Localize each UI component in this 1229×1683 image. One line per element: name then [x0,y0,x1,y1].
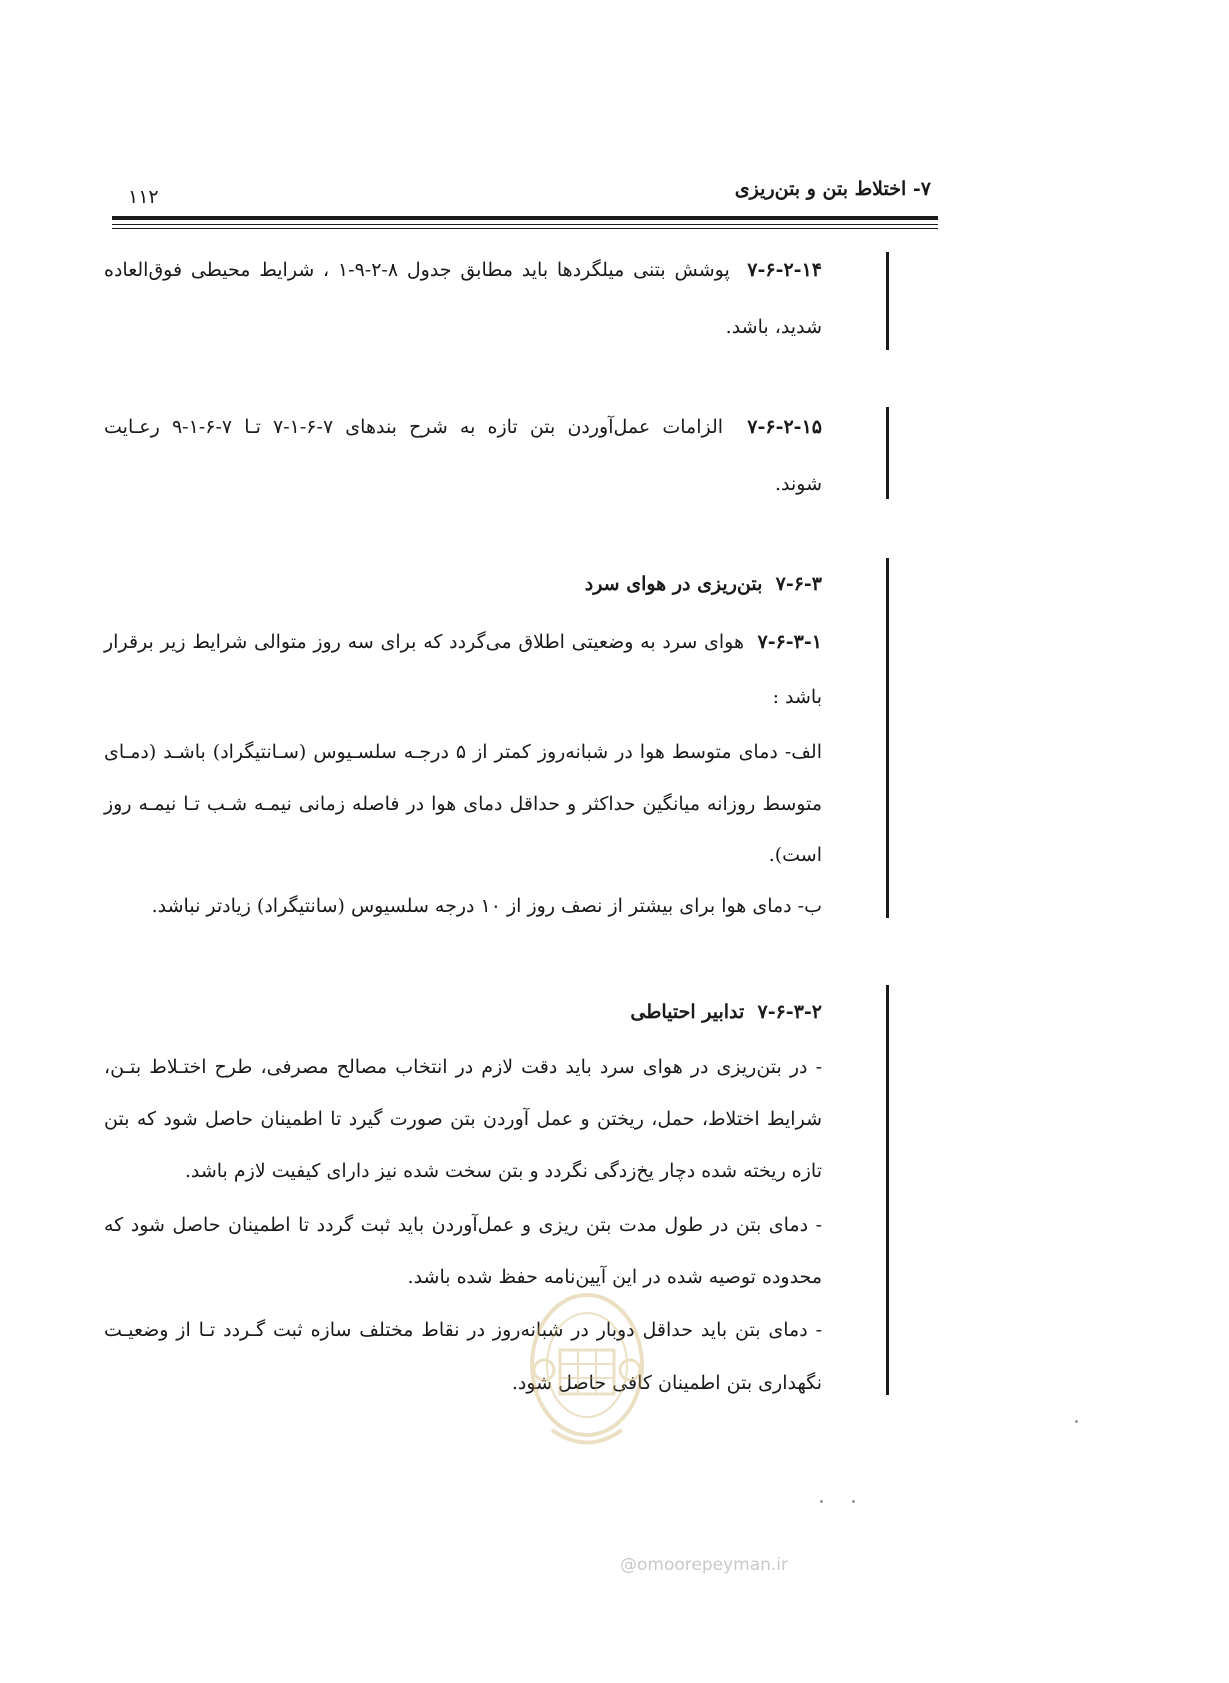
precaution-1-line-3: تازه ریخته شده دچار یخ‌زدگی نگردد و بتن سخت شده نیز دارای کیفیت لازم باشد. [184,1160,822,1182]
watermark-site: @omoorepeyman.ir [620,1555,789,1575]
chapter-title: ۷- اختلاط بتن و بتن‌ریزی [734,178,931,200]
section-3-2-heading [630,1001,822,1024]
section-14-line-2: شدید، باشد. [725,316,822,338]
section-15-line-1 [104,416,822,439]
scan-speck [820,1500,823,1503]
scan-speck [852,1500,855,1503]
section-3-heading [585,573,822,596]
margin-change-bar [886,252,889,350]
section-number: ۷-۶-۳-۲ [757,1001,822,1023]
margin-change-bar [886,558,889,918]
item-b-line-1: ب- دمای هوا برای بیشتر از نصف روز از ۱۰ درجه سلسیوس (سانتیگراد) زیادتر نباشد. [151,895,822,917]
margin-change-bar [886,985,889,1395]
precaution-2-line-2: محدوده توصیه شده در این آیین‌نامه حفظ شده باشد. [407,1266,822,1288]
precaution-3-line-2: نگهداری بتن اطمینان کافی حاصل شود. [511,1372,822,1394]
section-number: ۷-۶-۳-۱ [757,631,822,653]
item-a-line-3: است). [768,844,822,866]
section-number: ۷-۶-۲-۱۴ [747,259,822,281]
watermark-logo-icon [512,1280,662,1470]
paragraph-text: پوشش بتنی میلگردها باید مطابق جدول ۸-۲-۹-۱ ، شرایط محیطی فوق‌العاده [104,259,730,281]
section-3-1-line-2: باشد : [772,686,822,708]
precaution-1-line-1: - در بتن‌ریزی در هوای سرد باید دقت لازم در انتخاب مصالح مصرفی، طرح اختـلاط بتـن، [104,1056,822,1078]
header-rule-thin-2 [112,228,938,229]
header-rule-thin [112,224,938,225]
section-3-1-line-1 [104,631,822,654]
precaution-1-line-2: شرایط اختلاط، حمل، ریختن و عمل آوردن بتن صورت گیرد تا اطمینان حاصل شود که بتن [104,1108,822,1130]
section-title: بتن‌ریزی در هوای سرد [584,573,763,595]
section-number: ۷-۶-۲-۱۵ [747,416,822,438]
section-15-line-2: شوند. [774,473,822,495]
section-number: ۷-۶-۳ [775,573,822,595]
page-number: ۱۱۲ [128,186,159,208]
precaution-3-line-1: - دمای بتن باید حداقل دوبار در شبانه‌روز در نقاط مختلف سازه ثبت گـردد تـا از وضعیـت [104,1319,822,1341]
item-a-line-1: الف- دمای متوسط هوا در شبانه‌روز کمتر از ۵ درجـه سلسـیوس (سـانتیگراد) باشـد (دمـای [104,741,822,763]
margin-change-bar [886,407,889,499]
item-a-line-2: متوسط روزانه میانگین حداکثر و حداقل دمای هوا در فاصله زمانی نیمـه شـب تـا نیمـه روز [104,793,822,815]
paragraph-text: هوای سرد به وضعیتی اطلاق می‌گردد که برای سه روز متوالی شرایط زیر برقرار [104,631,744,653]
scan-speck [1075,1420,1078,1423]
section-title: تدابیر احتیاطی [630,1001,745,1023]
precaution-2-line-1: - دمای بتن در طول مدت بتن ریزی و عمل‌آوردن باید ثبت گردد تا اطمینان حاصل شود که [104,1214,822,1236]
section-14-line-1 [104,259,822,282]
header-rule-thick [112,216,938,220]
paragraph-text: الزامات عمل‌آوردن بتن تازه به شرح بندهای ۷-۶-۱-۷ تـا ۷-۶-۱-۹ رعـایت [104,416,724,438]
